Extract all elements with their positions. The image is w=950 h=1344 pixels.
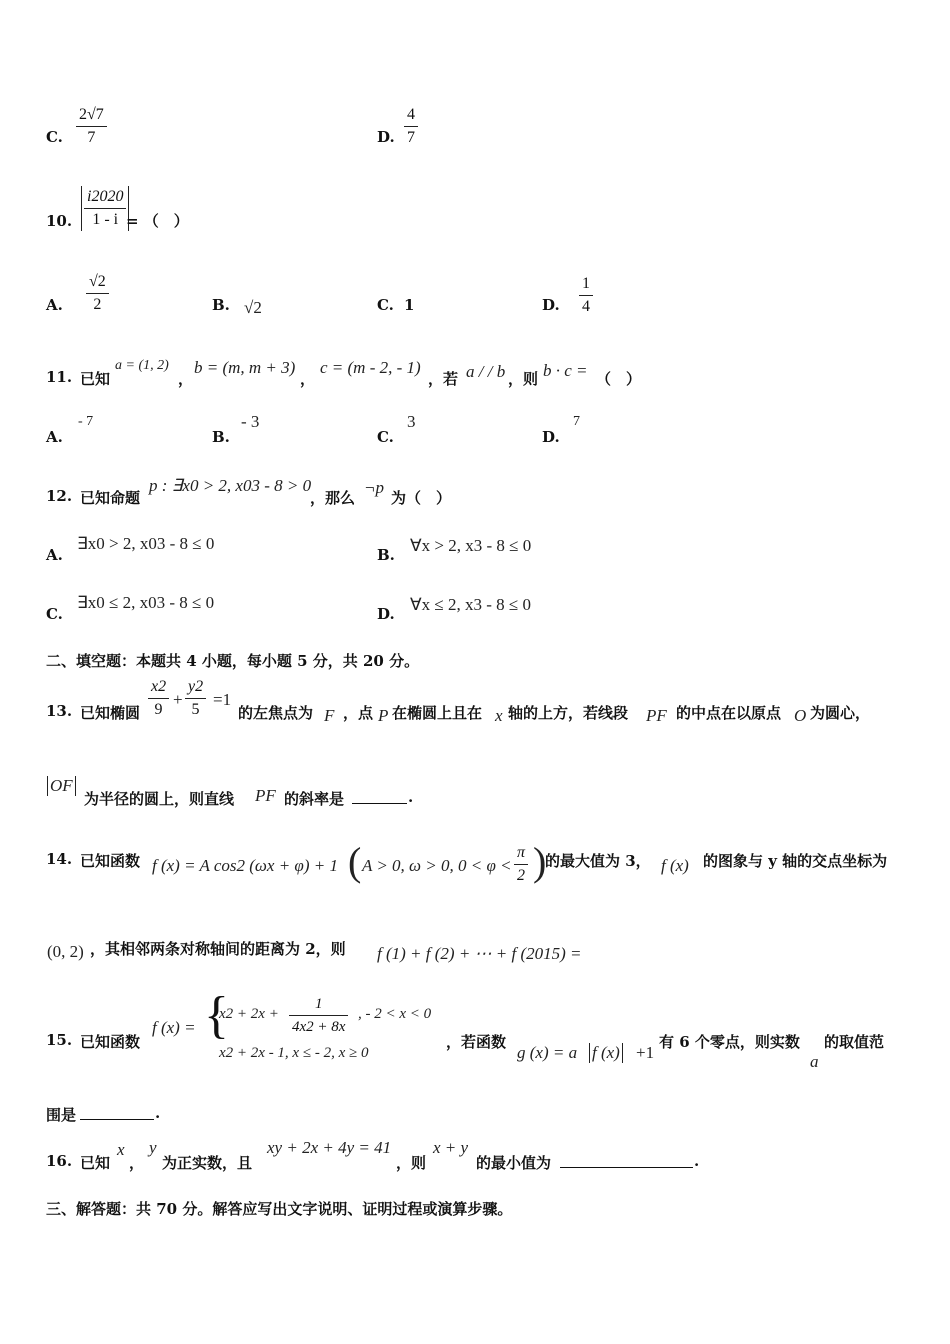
q12-option-b-label: B. <box>377 546 395 564</box>
q11-sep2: ， <box>300 370 316 388</box>
q16-sep: ， <box>129 1154 145 1172</box>
section-2-heading: 二、填空题：本题共 4 小题，每小题 5 分，共 20 分。 <box>46 652 420 670</box>
q9-option-d-value <box>404 104 418 149</box>
q16-text4: 的最小值为 <box>476 1154 552 1172</box>
q16-text3: ，则 <box>396 1154 427 1172</box>
q14-text3: 的图象与 y 轴的交点坐标为 <box>703 852 888 870</box>
q12-option-d-value: ∀x ≤ 2, x3 - 8 ≤ 0 <box>410 595 531 614</box>
q10-d-denominator: 4 <box>582 298 590 315</box>
q10-a-numerator: √2 <box>86 271 109 294</box>
q14-condition: A > 0, ω > 0, 0 < φ < <box>362 856 512 875</box>
q14-number: 14. <box>46 850 73 868</box>
q12-option-a-label: A. <box>46 546 63 564</box>
q9-c-numerator: 2√7 <box>76 104 107 127</box>
q15-text4: 的取值范 <box>824 1033 885 1051</box>
q15-brace: { <box>204 987 229 1044</box>
q15-row1-denominator: 4x2 + 8x <box>292 1019 346 1035</box>
q15-fx: f (x) = <box>152 1018 196 1037</box>
q11-option-c-label: C. <box>377 428 394 446</box>
q13-fy-denominator: 5 <box>191 701 200 718</box>
q13-line-PF: PF <box>255 786 276 805</box>
q11-vector-c: c = (m - 2, - 1) <box>320 358 421 377</box>
q16-answer-blank[interactable] <box>560 1153 693 1168</box>
q10-d-numerator: 1 <box>579 273 593 296</box>
q10-option-a-value <box>86 271 109 316</box>
q10-numerator: i2020 <box>84 186 126 209</box>
q15-a: a <box>810 1052 819 1071</box>
q13-text7: 为圆心， <box>810 704 871 722</box>
q9-option-c-value <box>76 104 107 149</box>
q9-option-d-label: D. <box>377 128 395 146</box>
q11-sep1: ， <box>178 370 194 388</box>
q15-row1-b: , - 2 < x < 0 <box>358 1006 432 1022</box>
q15-answer-blank[interactable] <box>80 1105 154 1120</box>
q16-sum: x + y <box>433 1138 469 1157</box>
q11-option-d-label: D. <box>542 428 560 446</box>
q9-option-c-label: C. <box>46 128 63 146</box>
q14-fx: f (x) <box>661 856 689 875</box>
q10-number: 10. <box>46 212 73 230</box>
q11-condition: a / / b <box>466 362 506 381</box>
q14-pi-over-2 <box>514 842 528 887</box>
q16-end: . <box>694 1152 700 1170</box>
q10-denominator: 1 - i <box>92 211 119 228</box>
q15-text5: 围是 <box>46 1106 77 1124</box>
q15-end: . <box>155 1104 161 1122</box>
q15-row1-a: x2 + 2x + <box>219 1006 279 1022</box>
q13-text9: 的斜率是 <box>284 790 345 808</box>
q14-right-paren: ) <box>533 839 547 884</box>
q14-sum: f (1) + f (2) + ⋯ + f (2015) = <box>377 944 582 963</box>
q14-text2: 的最大值为 3， <box>545 852 651 870</box>
q10-option-d-value <box>579 273 593 318</box>
q13-fx-numerator: x2 <box>148 676 169 699</box>
q13-point-P: P <box>378 706 389 725</box>
q13-text6: 的中点在以原点 <box>676 704 782 722</box>
q15-text3: 有 6 个零点，则实数 <box>659 1033 800 1051</box>
q10-option-b-label: B. <box>212 296 230 314</box>
q12-number: 12. <box>46 487 73 505</box>
q12-proposition: p : ∃x0 > 2, x03 - 8 > 0 <box>149 476 312 495</box>
q14-left-paren: ( <box>348 839 362 884</box>
q9-d-denominator: 7 <box>407 129 415 146</box>
q10-option-d-label: D. <box>542 296 560 314</box>
q11-option-a-value: - 7 <box>78 414 94 429</box>
q12-option-d-label: D. <box>377 605 395 623</box>
q16-text1: 已知 <box>80 1154 111 1172</box>
q16-y: y <box>149 1138 157 1157</box>
q13-x: x <box>495 706 503 725</box>
q10-a-denominator: 2 <box>93 296 102 313</box>
q13-text2: 的左焦点为 <box>238 704 314 722</box>
q15-gx: g (x) = a <box>517 1043 578 1062</box>
q11-number: 11. <box>46 368 73 386</box>
q16-text2: 为正实数，且 <box>162 1154 253 1172</box>
q11-text3: ，则 <box>508 370 539 388</box>
q15-number: 15. <box>46 1031 73 1049</box>
q13-text4: 在椭圆上且在 <box>392 704 483 722</box>
q12-option-c-label: C. <box>46 605 63 623</box>
q12-negation: ¬p <box>364 478 384 497</box>
q14-text1: 已知函数 <box>80 852 141 870</box>
q13-segment-PF: PF <box>646 706 667 725</box>
q13-fraction-x <box>148 676 169 721</box>
q13-fx-denominator: 9 <box>154 701 163 718</box>
q13-end: . <box>408 788 414 806</box>
q10-expression <box>81 186 129 231</box>
q15-row1-numerator: 1 <box>289 993 348 1016</box>
q11-option-c-value: 3 <box>407 412 416 431</box>
q11-vector-a: a = (1, 2) <box>115 358 169 373</box>
q13-OF: OF <box>47 776 76 796</box>
q10-option-a-label: A. <box>46 296 63 314</box>
q13-focus-F: F <box>324 706 335 725</box>
q11-expression: b · c = <box>543 361 588 380</box>
q13-equals: =1 <box>213 690 232 709</box>
q16-equation: xy + 2x + 4y = 41 <box>267 1138 392 1157</box>
q11-option-b-label: B. <box>212 428 230 446</box>
q11-tail: （ ） <box>596 370 642 388</box>
section-3-heading: 三、解答题：共 70 分。解答应写出文字说明、证明过程或演算步骤。 <box>46 1200 513 1218</box>
q15-row2: x2 + 2x - 1, x ≤ - 2, x ≥ 0 <box>219 1045 369 1061</box>
q12-option-a-value: ∃x0 > 2, x03 - 8 ≤ 0 <box>77 534 215 553</box>
q13-text8: 为半径的圆上，则直线 <box>84 790 235 808</box>
q11-vector-b: b = (m, m + 3) <box>194 358 296 377</box>
q15-text2: ，若函数 <box>446 1033 507 1051</box>
q15-text1: 已知函数 <box>80 1033 141 1051</box>
q15-row1-fraction <box>289 993 348 1038</box>
q10-option-c-label: C. <box>377 296 394 314</box>
q9-c-denominator: 7 <box>87 129 96 146</box>
q13-origin-O: O <box>794 706 807 725</box>
q16-number: 16. <box>46 1152 73 1170</box>
q14-function: f (x) = A cos2 (ωx + φ) + 1 <box>152 856 338 875</box>
q11-text2: ，若 <box>428 370 459 388</box>
q16-x: x <box>117 1140 125 1159</box>
q10-option-c-value: 1 <box>404 296 415 314</box>
q12-option-b-value: ∀x > 2, x3 - 8 ≤ 0 <box>410 536 532 555</box>
q10-tail: = （ ） <box>126 212 189 230</box>
q11-option-a-label: A. <box>46 428 63 446</box>
q13-answer-blank[interactable] <box>352 789 407 804</box>
q11-option-d-value: 7 <box>573 414 580 429</box>
q13-text1: 已知椭圆 <box>80 704 141 722</box>
q13-fy-numerator: y2 <box>185 676 206 699</box>
q13-number: 13. <box>46 702 73 720</box>
q13-text3: ，点 <box>343 704 374 722</box>
q9-d-numerator: 4 <box>404 104 418 127</box>
q14-two: 2 <box>517 867 525 884</box>
q14-pi: π <box>514 842 528 865</box>
q13-fraction-y <box>185 676 206 721</box>
q13-plus: + <box>173 690 183 709</box>
q13-text5: 轴的上方，若线段 <box>508 704 629 722</box>
q12-text3: 为（ ） <box>391 489 452 507</box>
q14-text4: ，其相邻两条对称轴间的距离为 2，则 <box>90 940 346 958</box>
q14-point: (0, 2) <box>47 942 84 961</box>
q12-text2: ，那么 <box>310 489 356 507</box>
q15-abs-fx: f (x) <box>589 1043 623 1063</box>
q12-text1: 已知命题 <box>80 489 141 507</box>
q12-option-c-value: ∃x0 ≤ 2, x03 - 8 ≤ 0 <box>77 593 215 612</box>
q10-option-b-value: √2 <box>244 298 262 317</box>
q15-plus1: +1 <box>636 1043 655 1062</box>
q11-text1: 已知 <box>80 370 111 388</box>
q11-option-b-value: - 3 <box>241 412 260 431</box>
